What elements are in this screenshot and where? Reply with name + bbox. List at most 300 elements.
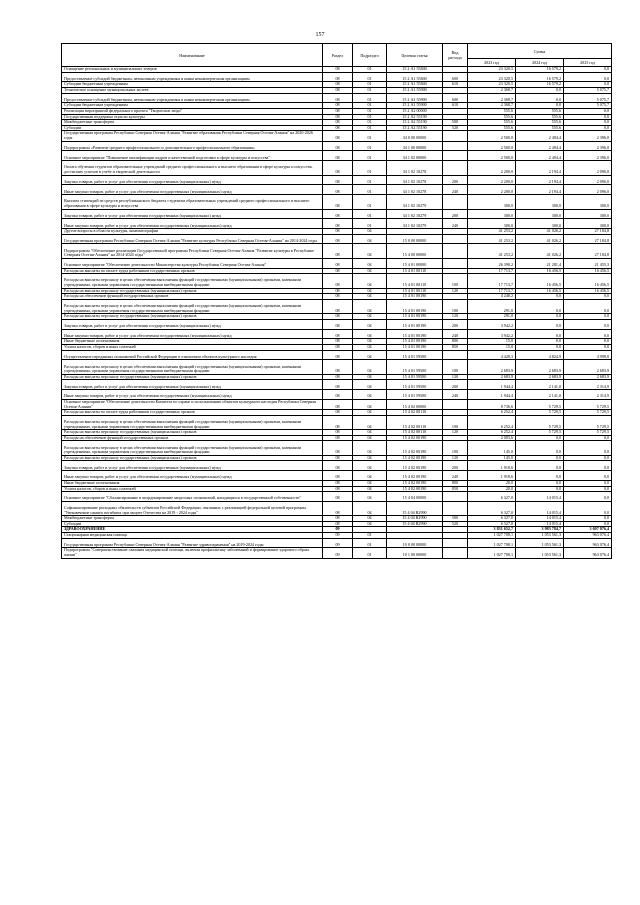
cell-section: 08 bbox=[323, 72, 353, 82]
cell-2025: 963 076,4 bbox=[564, 533, 612, 539]
cell-subsection: 01 bbox=[353, 87, 387, 93]
cell-2023: 20,0 bbox=[468, 486, 516, 492]
cell-subsection: 01 bbox=[353, 151, 387, 161]
cell-subsection: 01 bbox=[353, 108, 387, 114]
cell-2023: 23 320,5 bbox=[468, 67, 516, 73]
cell-2024: 14 015,4 bbox=[516, 516, 564, 522]
cell-2024: 2 683,9 bbox=[516, 360, 564, 374]
cell-subsection: 04 bbox=[353, 350, 387, 360]
cell-2023: 6 327,0 bbox=[468, 521, 516, 527]
cell-expense-type: 600 bbox=[443, 93, 468, 103]
cell-subsection: 04 bbox=[353, 288, 387, 294]
cell-2025: 5 075,7 bbox=[564, 93, 612, 103]
header-section: Раздел bbox=[323, 44, 353, 67]
cell-section: 08 bbox=[323, 492, 353, 502]
cell-section: 08 bbox=[323, 374, 353, 380]
cell-subsection: 04 bbox=[353, 244, 387, 258]
cell-2024: 5 729,5 bbox=[516, 399, 564, 409]
cell-2025: 0,0 bbox=[564, 108, 612, 114]
cell-expense-type: 800 bbox=[443, 480, 468, 486]
cell-2023: 23 320,5 bbox=[468, 72, 516, 82]
cell-target-article: 15 4 01 59500 bbox=[387, 350, 443, 360]
cell-2025: 0,0 bbox=[564, 435, 612, 441]
cell-name: Софинансирование расходных обязательств субъектов Российской Федерации, связанных с реализацией федеральной целевой программы "Увековечение памяти погибших при защите Отечества на 2019 - 2024 годы" bbox=[62, 501, 323, 515]
cell-subsection: 04 bbox=[353, 314, 387, 320]
cell-2025: 2 683,9 bbox=[564, 360, 612, 374]
cell-target-article: 15 4 04 R2990 bbox=[387, 516, 443, 522]
cell-section: 08 bbox=[323, 455, 353, 461]
cell-expense-type: 500 bbox=[443, 120, 468, 126]
cell-2024: 41 026,2 bbox=[516, 244, 564, 258]
cell-2024: 0,0 bbox=[516, 345, 564, 351]
cell-target-article: 15 4 02 00110 bbox=[387, 415, 443, 429]
cell-2024: 0,0 bbox=[516, 486, 564, 492]
cell-2024: 2 194,4 bbox=[516, 161, 564, 175]
cell-2024: 0,0 bbox=[516, 441, 564, 455]
cell-section: 08 bbox=[323, 430, 353, 436]
cell-target-article: 15 2 А1 55840 bbox=[387, 67, 443, 73]
cell-2025: 0,0 bbox=[564, 72, 612, 82]
cell-section: 08 bbox=[323, 244, 353, 258]
cell-subsection: 01 bbox=[353, 93, 387, 103]
cell-subsection: 04 bbox=[353, 415, 387, 429]
cell-target-article: 10 0 00 00000 bbox=[387, 538, 443, 548]
cell-2024: 555,6 bbox=[516, 108, 564, 114]
cell-section: 08 bbox=[323, 486, 353, 492]
cell-name: Закупка товаров, работ и услуг для обеспечения государственных (муниципальных) нужд bbox=[62, 209, 323, 219]
cell-2024: 14 015,4 bbox=[516, 521, 564, 527]
cell-expense-type bbox=[443, 399, 468, 409]
cell-expense-type: 100 bbox=[443, 415, 468, 429]
cell-name: Техническое оснащение муниципальных музеев bbox=[62, 87, 323, 93]
cell-name: Государственная программа Республики Северная Осетия-Алания "Развитие культуры Республики Северная Осетия-Алания" на 2014-2024 годы bbox=[62, 234, 323, 244]
cell-name: Расходы на выплаты персоналу государственных (муниципальных) органов bbox=[62, 455, 323, 461]
cell-subsection: 04 bbox=[353, 299, 387, 313]
cell-2023: 23 320,5 bbox=[468, 82, 516, 88]
cell-name: Межбюджетные трансферты bbox=[62, 120, 323, 126]
cell-2024: 2 683,9 bbox=[516, 374, 564, 380]
cell-2025: 0,0 bbox=[564, 294, 612, 300]
header-year-2023: 2023 год bbox=[468, 59, 516, 67]
cell-name: Государственная поддержка отрасли культуры bbox=[62, 114, 323, 120]
cell-2024: 16 579,2 bbox=[516, 67, 564, 73]
cell-target-article: 34 1 02 10278 bbox=[387, 185, 443, 195]
table-row bbox=[62, 258, 612, 268]
cell-name: Оснащение региональных и муниципальных театров bbox=[62, 67, 323, 73]
cell-2024: 555,6 bbox=[516, 120, 564, 126]
header-row bbox=[62, 44, 612, 59]
cell-target-article: 15 4 02 00000 bbox=[387, 399, 443, 409]
cell-target-article: 15 4 02 00190 bbox=[387, 486, 443, 492]
cell-2025: 0,0 bbox=[564, 455, 612, 461]
cell-2025: 0,0 bbox=[564, 120, 612, 126]
cell-2023: 3 942,2 bbox=[468, 329, 516, 339]
cell-2024: 2 494,4 bbox=[516, 131, 564, 141]
cell-2023: 2 683,9 bbox=[468, 374, 516, 380]
cell-2023: 1 918,6 bbox=[468, 461, 516, 471]
cell-2024: 0,0 bbox=[516, 299, 564, 313]
cell-2023: 2 200,0 bbox=[468, 175, 516, 185]
cell-2023: 2 500,0 bbox=[468, 151, 516, 161]
cell-2025: 0,0 bbox=[564, 501, 612, 515]
cell-name: Оплата обучения студентов образовательных учреждений среднего профессионального и высшего образования в сфере культуры и искусства, достигших успехов в учебе и творческой деятельности bbox=[62, 161, 323, 175]
cell-section: 08 bbox=[323, 141, 353, 151]
cell-name: Расходы на выплаты персоналу в целях обеспечения выполнения функций государственными (муниципальными) органами, казенными учреждениями, органами управления государственными внебюджетными фондами bbox=[62, 415, 323, 429]
cell-expense-type: 100 bbox=[443, 441, 468, 455]
cell-name: Иные закупки товаров, работ и услуг для обеспечения государственных (муниципальных) нужд bbox=[62, 329, 323, 339]
cell-2023: 300,0 bbox=[468, 195, 516, 209]
cell-name: Расходы на обеспечение функций государственных органов bbox=[62, 294, 323, 300]
cell-name: Выплата стипендий из средств республиканского бюджета студентам образовательных учреждений среднего профессионального и высшего образования в сфере культуры и искусства bbox=[62, 195, 323, 209]
cell-name: Закупка товаров, работ и услуг для обеспечения государственных (муниципальных) нужд bbox=[62, 319, 323, 329]
cell-2023: 2 200,0 bbox=[468, 161, 516, 175]
cell-expense-type: 100 bbox=[443, 360, 468, 374]
cell-subsection: 04 bbox=[353, 461, 387, 471]
cell-section: 08 bbox=[323, 103, 353, 109]
cell-2023: 6 252,4 bbox=[468, 410, 516, 416]
cell-2023: 1 027 708,1 bbox=[468, 533, 516, 539]
cell-subsection: 04 bbox=[353, 516, 387, 522]
table-row bbox=[62, 415, 612, 429]
table-row bbox=[62, 234, 612, 244]
cell-2023: 6 327,0 bbox=[468, 492, 516, 502]
cell-2025: 0,0 bbox=[564, 329, 612, 339]
cell-section: 08 bbox=[323, 410, 353, 416]
cell-target-article: 15 4 01 59500 bbox=[387, 374, 443, 380]
cell-subsection: 04 bbox=[353, 345, 387, 351]
table-row bbox=[62, 185, 612, 195]
cell-target-article: 15 2 А2 55190 bbox=[387, 114, 443, 120]
cell-section: 08 bbox=[323, 93, 353, 103]
cell-target-article: 34 0 00 00000 bbox=[387, 131, 443, 141]
cell-expense-type bbox=[443, 492, 468, 502]
cell-subsection: 01 bbox=[353, 131, 387, 141]
cell-name: Подпрограмма "Обеспечение реализации Государственной программы Республики Северная Осетия-Алания "Развитие культуры в Республике Северная Осетия-Алания" на 2014-2024 годы" bbox=[62, 244, 323, 258]
cell-expense-type bbox=[443, 195, 468, 209]
cell-2024: 41 026,2 bbox=[516, 229, 564, 235]
cell-section: 08 bbox=[323, 268, 353, 274]
cell-subsection: 04 bbox=[353, 339, 387, 345]
cell-subsection: 04 bbox=[353, 410, 387, 416]
cell-2025: 2 096,0 bbox=[564, 161, 612, 175]
cell-2024: 0,0 bbox=[516, 103, 564, 109]
cell-2024: 1 053 561,3 bbox=[516, 548, 564, 558]
cell-expense-type: 100 bbox=[443, 274, 468, 288]
cell-2024: 0,0 bbox=[516, 339, 564, 345]
cell-2024: 14 015,4 bbox=[516, 501, 564, 515]
cell-target-article: 34 1 02 00000 bbox=[387, 151, 443, 161]
cell-2025: 5 729,5 bbox=[564, 415, 612, 429]
cell-name: Основное мероприятие "Обеспечение деятельности Министерства культуры Республики Северная Осетия-Алания" bbox=[62, 258, 323, 268]
cell-name: Субсидии bbox=[62, 125, 323, 131]
cell-section: 08 bbox=[323, 299, 353, 313]
cell-2023: 1 027 708,1 bbox=[468, 548, 516, 558]
cell-target-article: 15 4 01 00190 bbox=[387, 339, 443, 345]
table-body bbox=[62, 67, 612, 559]
cell-section: 08 bbox=[323, 185, 353, 195]
cell-expense-type: 500 bbox=[443, 516, 468, 522]
cell-section: 08 bbox=[323, 399, 353, 409]
cell-section: 08 bbox=[323, 234, 353, 244]
cell-2025: 3 697 076,4 bbox=[564, 527, 612, 533]
cell-2024: 0,0 bbox=[516, 319, 564, 329]
cell-2025: 0,0 bbox=[564, 114, 612, 120]
cell-2025: 0,0 bbox=[564, 339, 612, 345]
cell-2024: 0,0 bbox=[516, 471, 564, 481]
cell-subsection: 01 bbox=[353, 67, 387, 73]
cell-2025: 300,0 bbox=[564, 209, 612, 219]
cell-2023: 2 368,7 bbox=[468, 103, 516, 109]
cell-section: 08 bbox=[323, 319, 353, 329]
cell-section: 09 bbox=[323, 548, 353, 558]
cell-2024: 0,0 bbox=[516, 480, 564, 486]
cell-section: 08 bbox=[323, 258, 353, 268]
table-row bbox=[62, 501, 612, 515]
cell-expense-type: 120 bbox=[443, 430, 468, 436]
cell-expense-type: 520 bbox=[443, 521, 468, 527]
cell-expense-type: 610 bbox=[443, 82, 468, 88]
cell-2023: 6 327,0 bbox=[468, 516, 516, 522]
cell-target-article: 15 4 01 00110 bbox=[387, 288, 443, 294]
cell-section: 08 bbox=[323, 161, 353, 175]
cell-name: Расходы на выплаты по оплате труда работников государственных органов bbox=[62, 410, 323, 416]
cell-target-article: 15 2 А2 55190 bbox=[387, 120, 443, 126]
cell-2023: 15,0 bbox=[468, 339, 516, 345]
cell-subsection: 04 bbox=[353, 435, 387, 441]
cell-2024: 2 194,4 bbox=[516, 185, 564, 195]
cell-2024: 2 141,0 bbox=[516, 390, 564, 400]
cell-2023: 1 027 708,1 bbox=[468, 538, 516, 548]
cell-name: ЗДРАВООХРАНЕНИЕ bbox=[62, 527, 323, 533]
cell-2025: 2 096,0 bbox=[564, 185, 612, 195]
cell-2024: 2 194,4 bbox=[516, 175, 564, 185]
cell-section: 08 bbox=[323, 67, 353, 73]
cell-2023: 555,6 bbox=[468, 114, 516, 120]
table-row bbox=[62, 538, 612, 548]
cell-2024: 16 579,2 bbox=[516, 82, 564, 88]
cell-subsection: 04 bbox=[353, 486, 387, 492]
header-target-article: Целевая статья bbox=[387, 44, 443, 67]
cell-2025: 2 314,9 bbox=[564, 390, 612, 400]
cell-name: Расходы на выплаты персоналу в целях обеспечения выполнения функций государственными (муниципальными) органами, казенными учреждениями, органами управления государственными внебюджетными фондами bbox=[62, 299, 323, 313]
header-year-2025: 2025 год bbox=[564, 59, 612, 67]
cell-2023: 2 083,6 bbox=[468, 435, 516, 441]
cell-2023: 6 252,4 bbox=[468, 415, 516, 429]
cell-expense-type: 600 bbox=[443, 72, 468, 82]
cell-name: Иные бюджетные ассигнования bbox=[62, 480, 323, 486]
cell-expense-type: 120 bbox=[443, 374, 468, 380]
cell-2023: 291,0 bbox=[468, 314, 516, 320]
cell-2024: 0,0 bbox=[516, 329, 564, 339]
cell-target-article: 15 2 А2 00000 bbox=[387, 108, 443, 114]
cell-target-article: 15 4 01 00190 bbox=[387, 329, 443, 339]
cell-section: 09 bbox=[323, 527, 353, 533]
cell-2025: 5 729,5 bbox=[564, 399, 612, 409]
cell-2023: 26 390,2 bbox=[468, 258, 516, 268]
cell-2025: 2 396,0 bbox=[564, 151, 612, 161]
cell-subsection: 01 bbox=[353, 195, 387, 209]
cell-2024: 0,0 bbox=[516, 314, 564, 320]
cell-2024: 5 729,5 bbox=[516, 430, 564, 436]
cell-2025: 5 729,5 bbox=[564, 430, 612, 436]
cell-name: Осуществление переданных полномочий Российской Федерации в отношении объектов культурного наследия bbox=[62, 350, 323, 360]
cell-subsection: 04 bbox=[353, 360, 387, 374]
cell-name: Расходы на обеспечение функций государственных органов bbox=[62, 435, 323, 441]
cell-2024: 5 729,5 bbox=[516, 410, 564, 416]
cell-2023: 2 683,9 bbox=[468, 360, 516, 374]
cell-2025: 0,0 bbox=[564, 480, 612, 486]
cell-section: 09 bbox=[323, 538, 353, 548]
cell-2023: 41 253,2 bbox=[468, 244, 516, 258]
cell-target-article: 15 0 00 00000 bbox=[387, 234, 443, 244]
cell-2024: 3 983 784,7 bbox=[516, 527, 564, 533]
cell-subsection: 04 bbox=[353, 455, 387, 461]
cell-2023: 1 918,6 bbox=[468, 471, 516, 481]
cell-2024: 555,6 bbox=[516, 125, 564, 131]
cell-target-article: 15 4 00 00000 bbox=[387, 244, 443, 258]
cell-name: Расходы на выплаты персоналу государственных (муниципальных) органов bbox=[62, 374, 323, 380]
cell-2025: 27 184,8 bbox=[564, 229, 612, 235]
cell-2025: 2 096,0 bbox=[564, 175, 612, 185]
cell-expense-type bbox=[443, 244, 468, 258]
cell-expense-type: 200 bbox=[443, 380, 468, 390]
cell-2023: 6 252,4 bbox=[468, 430, 516, 436]
cell-name: Предоставление субсидий бюджетным, автономным учреждениям и иным некоммерческим организациям bbox=[62, 93, 323, 103]
cell-name: Государственная программа Республики Северная Осетия-Алания "Развитие здравоохранения" на 2019-2024 годы bbox=[62, 538, 323, 548]
table-row bbox=[62, 461, 612, 471]
cell-name: Основное мероприятие "Повышение квалификации кадров и качественной подготовки в сфере культуры и искусства" bbox=[62, 151, 323, 161]
table-row bbox=[62, 380, 612, 390]
cell-target-article: 15 4 01 00190 bbox=[387, 345, 443, 351]
cell-expense-type: 610 bbox=[443, 103, 468, 109]
cell-2025: 0,0 bbox=[564, 314, 612, 320]
cell-target-article: 15 4 02 00190 bbox=[387, 471, 443, 481]
cell-subsection: 01 bbox=[353, 185, 387, 195]
cell-subsection: 01 bbox=[353, 161, 387, 175]
cell-target-article: 34 1 02 10278 bbox=[387, 161, 443, 175]
cell-name: Закупка товаров, работ и услуг для обеспечения государственных (муниципальных) нужд bbox=[62, 461, 323, 471]
cell-2025: 5 729,5 bbox=[564, 410, 612, 416]
cell-2023: 17 713,7 bbox=[468, 268, 516, 274]
table-row bbox=[62, 274, 612, 288]
cell-2023: 2 200,0 bbox=[468, 185, 516, 195]
cell-subsection: 01 bbox=[353, 103, 387, 109]
cell-section: 08 bbox=[323, 175, 353, 185]
cell-2024: 14 015,4 bbox=[516, 492, 564, 502]
cell-subsection: 01 bbox=[353, 120, 387, 126]
table-row bbox=[62, 151, 612, 161]
cell-target-article: 15 2 А1 55900 bbox=[387, 103, 443, 109]
cell-section: 08 bbox=[323, 350, 353, 360]
cell-2024: 16 456,5 bbox=[516, 288, 564, 294]
cell-target-article: 15 4 01 00190 bbox=[387, 299, 443, 313]
table-row bbox=[62, 471, 612, 481]
cell-subsection: 04 bbox=[353, 374, 387, 380]
cell-section: 08 bbox=[323, 461, 353, 471]
cell-expense-type: 200 bbox=[443, 319, 468, 329]
cell-2023: 555,6 bbox=[468, 108, 516, 114]
cell-target-article: 15 4 01 00190 bbox=[387, 294, 443, 300]
cell-subsection: 01 bbox=[353, 538, 387, 548]
budget-table bbox=[61, 43, 612, 559]
header-name: Наименование bbox=[62, 44, 323, 67]
table-row bbox=[62, 350, 612, 360]
cell-2025: 0,0 bbox=[564, 492, 612, 502]
table-row bbox=[62, 195, 612, 209]
cell-2024: 300,0 bbox=[516, 195, 564, 209]
table-row bbox=[62, 209, 612, 219]
cell-2023: 2 500,0 bbox=[468, 141, 516, 151]
cell-subsection: 04 bbox=[353, 480, 387, 486]
cell-expense-type bbox=[443, 501, 468, 515]
cell-expense-type: 240 bbox=[443, 471, 468, 481]
cell-2025: 4 998,8 bbox=[564, 350, 612, 360]
cell-subsection: 04 bbox=[353, 268, 387, 274]
cell-subsection: 01 bbox=[353, 114, 387, 120]
cell-name: Закупка товаров, работ и услуг для обеспечения государственных (муниципальных) нужд bbox=[62, 175, 323, 185]
cell-section: 08 bbox=[323, 415, 353, 429]
cell-2023: 17 713,7 bbox=[468, 288, 516, 294]
cell-target-article: 34 1 02 10279 bbox=[387, 209, 443, 219]
cell-2024: 1 053 561,3 bbox=[516, 538, 564, 548]
cell-target-article: 15 4 02 00110 bbox=[387, 410, 443, 416]
cell-subsection: 04 bbox=[353, 380, 387, 390]
cell-target-article: 15 4 01 59500 bbox=[387, 380, 443, 390]
cell-2024: 2 141,0 bbox=[516, 380, 564, 390]
cell-2024: 16 456,5 bbox=[516, 268, 564, 274]
cell-section: 09 bbox=[323, 533, 353, 539]
cell-2024: 0,0 bbox=[516, 294, 564, 300]
cell-name: Расходы на выплаты персоналу государственных (муниципальных) органов bbox=[62, 430, 323, 436]
cell-section: 08 bbox=[323, 82, 353, 88]
cell-section: 08 bbox=[323, 288, 353, 294]
cell-section: 08 bbox=[323, 380, 353, 390]
cell-expense-type: 800 bbox=[443, 339, 468, 345]
cell-2023: 2 500,0 bbox=[468, 131, 516, 141]
cell-2023: 41 253,2 bbox=[468, 234, 516, 244]
cell-target-article: 34 1 00 00000 bbox=[387, 141, 443, 151]
cell-2025: 0,0 bbox=[564, 486, 612, 492]
cell-subsection: 01 bbox=[353, 209, 387, 219]
cell-target-article: 15 4 01 59500 bbox=[387, 360, 443, 374]
cell-2025: 16 456,5 bbox=[564, 268, 612, 274]
cell-2025: 0,0 bbox=[564, 319, 612, 329]
cell-2023: 291,0 bbox=[468, 299, 516, 313]
cell-name: Иные закупки товаров, работ и услуг для обеспечения государственных (муниципальных) нужд bbox=[62, 471, 323, 481]
cell-2023: 555,6 bbox=[468, 120, 516, 126]
cell-2025: 0,0 bbox=[564, 471, 612, 481]
cell-name: Уплата налогов, сборов и иных платежей bbox=[62, 486, 323, 492]
cell-2025: 0,0 bbox=[564, 516, 612, 522]
cell-2025: 0,0 bbox=[564, 67, 612, 73]
cell-section: 08 bbox=[323, 125, 353, 131]
cell-section: 08 bbox=[323, 339, 353, 345]
cell-2025: 2 396,0 bbox=[564, 131, 612, 141]
cell-subsection: 01 bbox=[353, 125, 387, 131]
table-row bbox=[62, 329, 612, 339]
cell-2025: 27 184,8 bbox=[564, 244, 612, 258]
cell-expense-type: 120 bbox=[443, 314, 468, 320]
cell-2024: 2 494,4 bbox=[516, 151, 564, 161]
cell-2023: 1 944,4 bbox=[468, 380, 516, 390]
cell-2023: 6 327,0 bbox=[468, 501, 516, 515]
table-row bbox=[62, 141, 612, 151]
cell-2025: 2 683,9 bbox=[564, 374, 612, 380]
cell-target-article: 15 4 02 00190 bbox=[387, 480, 443, 486]
cell-2025: 0,0 bbox=[564, 345, 612, 351]
cell-section: 08 bbox=[323, 294, 353, 300]
cell-expense-type bbox=[443, 548, 468, 558]
